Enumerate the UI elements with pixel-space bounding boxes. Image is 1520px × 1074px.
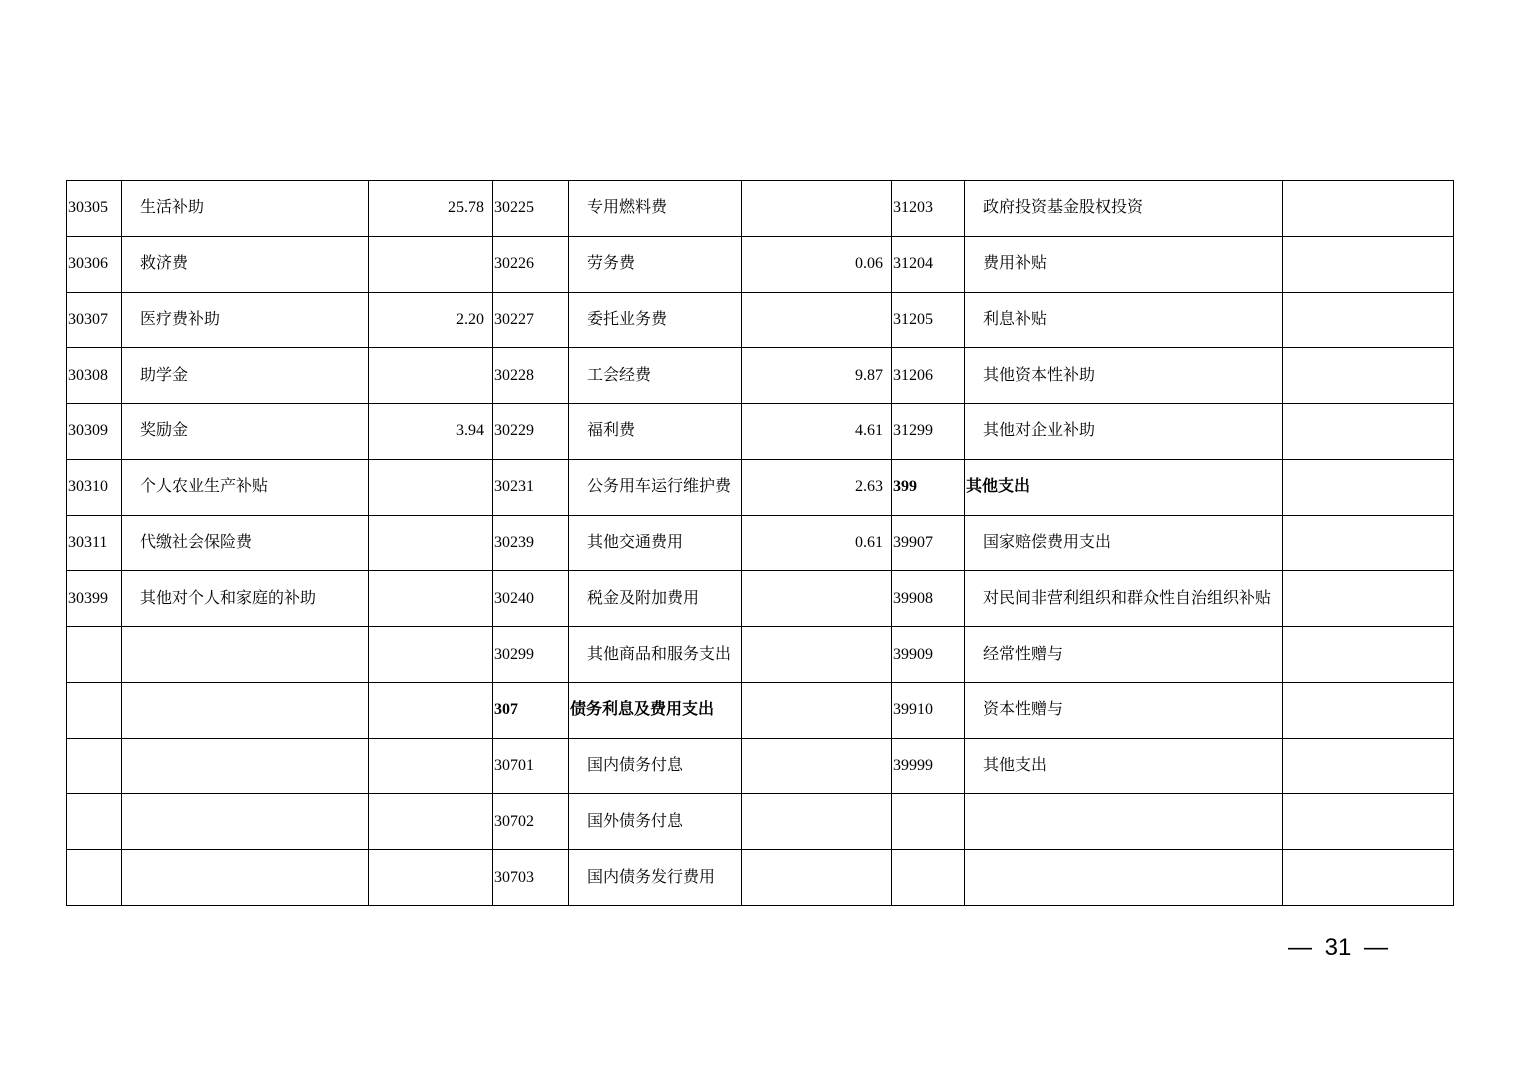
cell-code: 30307 (67, 292, 122, 348)
cell-name: 公务用车运行维护费 (569, 459, 742, 515)
cell-code: 307 (493, 682, 569, 738)
cell-amount (369, 738, 493, 794)
cell-name (122, 682, 369, 738)
cell-name (965, 850, 1283, 906)
cell-amount (1283, 627, 1454, 683)
cell-code: 30306 (67, 236, 122, 292)
cell-name: 助学金 (122, 348, 369, 404)
cell-code: 39907 (892, 515, 965, 571)
cell-amount (1283, 292, 1454, 348)
cell-name: 国内债务付息 (569, 738, 742, 794)
cell-code: 31206 (892, 348, 965, 404)
table-row (67, 459, 1454, 515)
cell-code: 30229 (493, 404, 569, 460)
cell-code: 39999 (892, 738, 965, 794)
cell-amount (369, 515, 493, 571)
cell-name: 经常性赠与 (965, 627, 1283, 683)
cell-amount (742, 850, 892, 906)
cell-amount (1283, 850, 1454, 906)
cell-amount (1283, 404, 1454, 460)
cell-code: 30226 (493, 236, 569, 292)
cell-amount (742, 292, 892, 348)
cell-code (892, 794, 965, 850)
cell-name: 奖励金 (122, 404, 369, 460)
cell-amount (742, 682, 892, 738)
cell-code: 30308 (67, 348, 122, 404)
cell-code: 30240 (493, 571, 569, 627)
table-row (67, 181, 1454, 237)
cell-amount (742, 738, 892, 794)
cell-name: 其他交通费用 (569, 515, 742, 571)
cell-amount (742, 794, 892, 850)
cell-code: 30305 (67, 181, 122, 237)
cell-name (965, 794, 1283, 850)
cell-name: 利息补贴 (965, 292, 1283, 348)
cell-code: 30703 (493, 850, 569, 906)
cell-code: 31299 (892, 404, 965, 460)
cell-name: 费用补贴 (965, 236, 1283, 292)
cell-amount (369, 571, 493, 627)
cell-amount (1283, 181, 1454, 237)
cell-name: 国家赔偿费用支出 (965, 515, 1283, 571)
cell-amount (1283, 682, 1454, 738)
cell-amount (369, 348, 493, 404)
cell-name (122, 850, 369, 906)
cell-name: 个人农业生产补贴 (122, 459, 369, 515)
budget-table (66, 180, 1454, 906)
cell-name: 资本性赠与 (965, 682, 1283, 738)
cell-name: 其他支出 (965, 459, 1283, 515)
cell-code: 39910 (892, 682, 965, 738)
cell-name: 对民间非营利组织和群众性自治组织补贴 (965, 571, 1283, 627)
cell-amount (742, 181, 892, 237)
cell-name: 委托业务费 (569, 292, 742, 348)
cell-code: 30239 (493, 515, 569, 571)
cell-name: 其他商品和服务支出 (569, 627, 742, 683)
cell-code: 31204 (892, 236, 965, 292)
cell-name: 其他支出 (965, 738, 1283, 794)
cell-code: 30227 (493, 292, 569, 348)
cell-amount: 0.61 (742, 515, 892, 571)
cell-amount: 2.20 (369, 292, 493, 348)
cell-code: 30399 (67, 571, 122, 627)
cell-name (122, 794, 369, 850)
cell-code: 30225 (493, 181, 569, 237)
cell-name: 债务利息及费用支出 (569, 682, 742, 738)
cell-code: 399 (892, 459, 965, 515)
cell-amount (369, 794, 493, 850)
cell-name: 生活补助 (122, 181, 369, 237)
cell-amount (1283, 236, 1454, 292)
cell-amount: 0.06 (742, 236, 892, 292)
table-row (67, 682, 1454, 738)
cell-amount (1283, 459, 1454, 515)
cell-name: 国内债务发行费用 (569, 850, 742, 906)
table-row (67, 348, 1454, 404)
cell-amount (369, 236, 493, 292)
table-row (67, 515, 1454, 571)
table-row (67, 404, 1454, 460)
cell-amount (1283, 348, 1454, 404)
cell-code (67, 627, 122, 683)
cell-amount (742, 571, 892, 627)
cell-name: 救济费 (122, 236, 369, 292)
cell-amount (1283, 738, 1454, 794)
cell-code: 39908 (892, 571, 965, 627)
cell-code: 31203 (892, 181, 965, 237)
budget-table-body (67, 181, 1454, 906)
cell-code (67, 738, 122, 794)
table-row (67, 292, 1454, 348)
cell-code (67, 682, 122, 738)
cell-code (892, 850, 965, 906)
cell-name: 代缴社会保险费 (122, 515, 369, 571)
cell-amount (1283, 515, 1454, 571)
cell-amount: 9.87 (742, 348, 892, 404)
cell-name: 税金及附加费用 (569, 571, 742, 627)
cell-name: 劳务费 (569, 236, 742, 292)
cell-amount (369, 627, 493, 683)
table-row (67, 236, 1454, 292)
cell-amount: 4.61 (742, 404, 892, 460)
cell-amount (369, 459, 493, 515)
cell-code: 30309 (67, 404, 122, 460)
cell-code: 30231 (493, 459, 569, 515)
cell-code (67, 850, 122, 906)
cell-amount (369, 850, 493, 906)
cell-amount: 3.94 (369, 404, 493, 460)
cell-code: 30701 (493, 738, 569, 794)
cell-amount (742, 627, 892, 683)
cell-name (122, 738, 369, 794)
cell-name: 政府投资基金股权投资 (965, 181, 1283, 237)
cell-code: 30299 (493, 627, 569, 683)
cell-amount: 2.63 (742, 459, 892, 515)
cell-name: 其他对企业补助 (965, 404, 1283, 460)
table-row (67, 794, 1454, 850)
page-number: — 31 — (1288, 934, 1389, 961)
cell-name: 其他资本性补助 (965, 348, 1283, 404)
cell-amount: 25.78 (369, 181, 493, 237)
table-row (67, 738, 1454, 794)
cell-name: 国外债务付息 (569, 794, 742, 850)
cell-code: 30310 (67, 459, 122, 515)
cell-name: 工会经费 (569, 348, 742, 404)
cell-name: 专用燃料费 (569, 181, 742, 237)
table-row (67, 627, 1454, 683)
table-row (67, 850, 1454, 906)
cell-code: 39909 (892, 627, 965, 683)
cell-amount (1283, 571, 1454, 627)
cell-name: 其他对个人和家庭的补助 (122, 571, 369, 627)
cell-code: 30702 (493, 794, 569, 850)
cell-code: 30228 (493, 348, 569, 404)
cell-name: 福利费 (569, 404, 742, 460)
cell-amount (1283, 794, 1454, 850)
cell-code: 31205 (892, 292, 965, 348)
table-row (67, 571, 1454, 627)
cell-code: 30311 (67, 515, 122, 571)
cell-code (67, 794, 122, 850)
cell-amount (369, 682, 493, 738)
cell-name: 医疗费补助 (122, 292, 369, 348)
cell-name (122, 627, 369, 683)
